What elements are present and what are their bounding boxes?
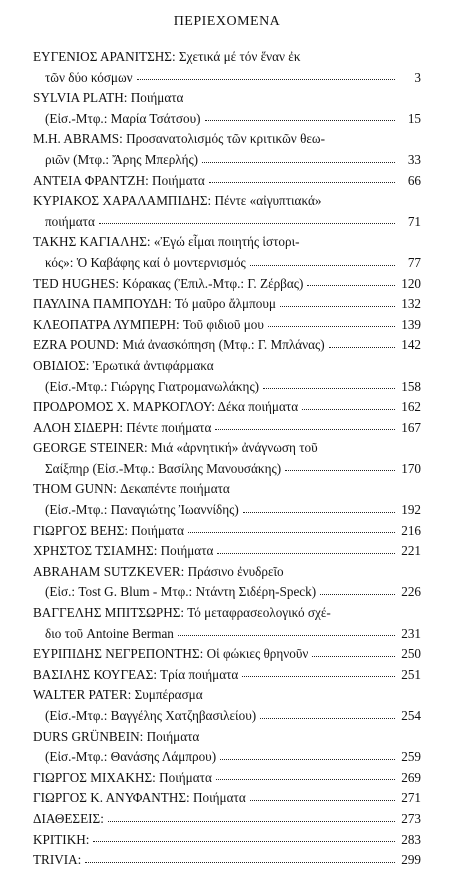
dot-leader: [202, 161, 395, 163]
toc-entry: [33, 685, 421, 726]
dot-leader: [250, 799, 395, 801]
toc-entry-line: [33, 603, 421, 624]
dot-leader: [302, 408, 395, 410]
page-number: 66: [407, 172, 421, 188]
dot-leader: [243, 511, 395, 513]
toc-entry-continuation: [33, 68, 421, 89]
toc-entry-text: TRIVIA:: [33, 852, 82, 868]
toc-entry-text: ΓΙΩΡΓΟΣ ΒΕΗΣ: Ποιήματα: [33, 522, 185, 538]
page-number: 254: [401, 708, 421, 723]
toc-entry-text: ΕΥΓΕΝΙΟΣ ΑΡΑΝΙΤΣΗΣ: Σχετικά μέ τόν ἕναν ἐκ: [33, 49, 301, 64]
toc-entry-text: ΚΛΕΟΠΑΤΡΑ ΛΥΜΠΕΡΗ: Τοῦ φιδιοῦ μου: [33, 316, 264, 332]
toc-entry: [33, 809, 421, 830]
toc-entry-line: [33, 727, 421, 748]
toc-entry-line: [33, 562, 421, 583]
page-number: 269: [401, 769, 421, 785]
toc-entry: [33, 232, 421, 273]
dot-leader: [205, 119, 395, 121]
dot-leader: [215, 428, 395, 430]
toc-entry-text: ΠΡΟΔΡΟΜΟΣ Χ. ΜΑΡΚΟΓΛΟΥ: Δέκα ποιήματα: [33, 399, 299, 415]
toc-entry-line: [33, 129, 421, 150]
dot-leader: [178, 634, 395, 636]
toc-entry-continuation: [33, 377, 421, 398]
dot-leader: [268, 325, 395, 327]
dot-leader: [209, 181, 395, 183]
page-number: 15: [407, 110, 421, 126]
dot-leader: [329, 346, 395, 348]
toc-entry-continuation: [33, 747, 421, 768]
toc-entry: [33, 830, 421, 851]
toc-entry-text: κός»: Ὁ Καβάφης καί ὁ μοντερνισμός: [45, 254, 246, 270]
dot-leader: [216, 778, 395, 780]
toc-entry-text: τῶν δύο κόσμων: [45, 69, 133, 85]
dot-leader: [93, 840, 395, 842]
toc-entry: [33, 335, 421, 356]
toc-entry: [33, 356, 421, 397]
page-number: 273: [401, 810, 421, 826]
page-number: 77: [407, 254, 421, 270]
toc-entry: [33, 603, 421, 644]
dot-leader: [307, 284, 395, 286]
toc-entry-text: ΠΑΥΛΙΝΑ ΠΑΜΠΟΥΔΗ: Τό μαῦρο ἄλμπουμ: [33, 296, 276, 312]
dot-leader: [260, 717, 395, 719]
toc-entry: [33, 665, 421, 686]
toc-entry-line: [33, 397, 421, 418]
toc-entry-text: (Εἰσ.-Μτφ.: Παναγιώτης Ἰωαννίδης): [45, 502, 239, 518]
page-number: 170: [401, 460, 421, 476]
toc-entry-line: [33, 665, 421, 686]
toc-entry-line: [33, 335, 421, 356]
page-number: 142: [401, 337, 421, 353]
toc-entry-line: [33, 830, 421, 851]
page-number: 132: [401, 296, 421, 312]
toc-entry-continuation: [33, 212, 421, 233]
toc-entry: [33, 479, 421, 520]
toc-entry-line: [33, 809, 421, 830]
toc-entry: [33, 47, 421, 88]
toc-entry-text: WALTER PATER: Συμπέρασμα: [33, 687, 203, 703]
toc-entry: [33, 274, 421, 295]
toc-entry: [33, 727, 421, 768]
toc-entry: [33, 294, 421, 315]
toc-entry-text: ABRAHAM SUTZKEVER: Πράσινο ἐνυδρεῖο: [33, 563, 284, 579]
toc-entry-line: [33, 850, 421, 871]
toc-entry-line: [33, 788, 421, 809]
dot-leader: [320, 593, 395, 595]
toc-entry-line: [33, 232, 421, 253]
toc-entry-text: M.H. ABRAMS: Προσανατολισμός τῶν κριτικῶν θεω-: [33, 131, 325, 147]
toc-entry: [33, 171, 421, 192]
page-number: 250: [401, 646, 421, 662]
toc-entry: [33, 438, 421, 479]
toc-entry: [33, 788, 421, 809]
page-number: 162: [401, 399, 421, 415]
page-title: ΠΕΡΙΕΧΟΜΕΝΑ: [173, 14, 281, 29]
toc-entry-text: ποιήματα: [45, 213, 95, 229]
page-number: 221: [401, 543, 421, 559]
toc-entry-line: [33, 644, 421, 665]
dot-leader: [220, 758, 395, 760]
dot-leader: [285, 469, 395, 471]
toc-entry: [33, 850, 421, 871]
dot-leader: [217, 552, 395, 554]
page-number: 139: [401, 316, 421, 332]
toc-entry-text: ΚΥΡΙΑΚΟΣ ΧΑΡΑΛΑΜΠΙΔΗΣ: Πέντε «αἰγυπτιακά»: [33, 193, 322, 209]
dot-leader: [250, 264, 395, 266]
toc-entry-text: (Εἰσ.: Tost G. Blum - Μτφ.: Ντάντη Σιδέρη-Speck): [45, 584, 317, 600]
toc-entry-line: [33, 294, 421, 315]
toc-entry-line: [33, 88, 421, 109]
toc-entry-text: ΒΑΓΓΕΛΗΣ ΜΠΙΤΣΩΡΗΣ: Τό μεταφρασεολογικό σχέ-: [33, 605, 331, 621]
toc-entry-text: ΑΝΤΕΙΑ ΦΡΑΝΤΖΗ: Ποιήματα: [33, 172, 205, 188]
toc-entry-line: [33, 768, 421, 789]
toc-entry: [33, 768, 421, 789]
toc-entry-text: ΔΙΑΘΕΣΕΙΣ:: [33, 810, 104, 826]
toc-entry-line: [33, 47, 421, 68]
toc-entry-line: [33, 356, 421, 377]
toc-entry-text: διο τοῦ Antoine Berman: [45, 625, 174, 641]
page-number: 167: [401, 419, 421, 435]
toc-entry-line: [33, 541, 421, 562]
toc-entry-text: ΑΛΟΗ ΣΙΔΕΡΗ: Πέντε ποιήματα: [33, 419, 212, 435]
page-number: 192: [401, 502, 421, 518]
page-number: 299: [401, 852, 421, 868]
toc-entry-text: (Εἰσ.-Μτφ.: Γιώργης Γιατρομανωλάκης): [45, 378, 260, 394]
toc-entry-continuation: [33, 109, 421, 130]
page-number: 283: [401, 831, 421, 847]
toc-entry-text: ΓΙΩΡΓΟΣ Κ. ΑΝΥΦΑΝΤΗΣ: Ποιήματα: [33, 790, 246, 806]
toc-entry: [33, 88, 421, 129]
page-number: 226: [401, 584, 421, 600]
toc-entry-continuation: [33, 582, 421, 603]
toc-entry: [33, 397, 421, 418]
page-number: 3: [414, 69, 421, 85]
toc-entry-text: ΓΙΩΡΓΟΣ ΜΙΧΑΚΗΣ: Ποιήματα: [33, 769, 212, 785]
dot-leader: [85, 861, 395, 863]
page-number: 71: [407, 213, 421, 229]
toc-entry-text: SYLVIA PLATH: Ποιήματα: [33, 90, 184, 106]
page-number: 231: [401, 625, 421, 641]
dot-leader: [280, 305, 395, 307]
toc-entry-line: [33, 171, 421, 192]
toc-entry-text: ΤΑΚΗΣ ΚΑΓΙΑΛΗΣ: «Ἐγώ εἶμαι ποιητής ἱστορι-: [33, 234, 300, 250]
toc-entry-continuation: [33, 150, 421, 171]
page-number: 120: [401, 275, 421, 291]
table-of-contents: [33, 47, 421, 871]
toc-entry: [33, 562, 421, 603]
toc-entry: [33, 129, 421, 170]
toc-entry-text: Σαίξπηρ (Εἰσ.-Μτφ.: Βασίλης Μανουσάκης): [45, 460, 282, 476]
page-number: 33: [407, 151, 421, 167]
toc-entry-text: TED HUGHES: Κόρακας (Ἐπιλ.-Μτφ.: Γ. Ζέρβας): [33, 275, 304, 291]
toc-entry: [33, 418, 421, 439]
toc-entry-text: ΚΡΙΤΙΚΗ:: [33, 831, 90, 847]
toc-entry-line: [33, 191, 421, 212]
toc-entry-text: ΕΥΡΙΠΙΔΗΣ ΝΕΓΡΕΠΟΝΤΗΣ: Οἱ φώκιες θρηνοῦν: [33, 646, 309, 662]
toc-entry-continuation: [33, 459, 421, 480]
dot-leader: [108, 820, 395, 822]
toc-entry-text: (Εἰσ.-Μτφ.: Βαγγέλης Χατζηβασιλείου): [45, 708, 257, 723]
toc-entry-line: [33, 418, 421, 439]
page-number: 251: [401, 666, 421, 682]
toc-entry-text: THOM GUNN: Δεκαπέντε ποιήματα: [33, 481, 230, 497]
toc-entry: [33, 644, 421, 665]
toc-entry-text: ΧΡΗΣΤΟΣ ΤΣΙΑΜΗΣ: Ποιήματα: [33, 543, 214, 559]
toc-entry: [33, 315, 421, 336]
toc-entry: [33, 191, 421, 232]
toc-entry-line: [33, 274, 421, 295]
toc-entry-text: ΒΑΣΙΛΗΣ ΚΟΥΓΕΑΣ: Τρία ποιήματα: [33, 666, 239, 682]
toc-entry-text: (Εἰσ.-Μτφ.: Θανάσης Λάμπρου): [45, 749, 217, 765]
toc-entry-continuation: [33, 253, 421, 274]
toc-entry-line: [33, 479, 421, 500]
dot-leader: [242, 675, 395, 677]
dot-leader: [188, 531, 395, 533]
toc-entry-continuation: [33, 624, 421, 645]
toc-entry-text: DURS GRÜNBEIN: Ποιήματα: [33, 728, 200, 744]
dot-leader: [137, 78, 395, 80]
toc-entry-text: ριῶν (Μτφ.: Ἄρης Μπερλής): [45, 151, 199, 167]
page-number: 158: [401, 378, 421, 394]
toc-entry-continuation: [33, 706, 421, 727]
toc-entry-continuation: [33, 500, 421, 521]
toc-entry-line: [33, 315, 421, 336]
dot-leader: [99, 222, 395, 224]
page-number: 216: [401, 522, 421, 538]
toc-entry-line: [33, 438, 421, 459]
page-number: 259: [401, 749, 421, 765]
dot-leader: [312, 655, 395, 657]
toc-entry-text: GEORGE STEINER: Μιά «ἀρνητική» ἀνάγνωση τοῦ: [33, 440, 318, 456]
toc-entry: [33, 521, 421, 542]
dot-leader: [263, 387, 395, 389]
toc-entry-line: [33, 685, 421, 706]
toc-entry: [33, 541, 421, 562]
toc-entry-text: (Εἰσ.-Μτφ.: Μαρία Τσάτσου): [45, 110, 201, 126]
toc-entry-text: ΟΒΙΔΙΟΣ: Ἐρωτικά ἀντιφάρμακα: [33, 357, 214, 373]
toc-entry-line: [33, 521, 421, 542]
page-number: 271: [401, 790, 421, 806]
toc-entry-text: EZRA POUND: Μιά ἀνασκόπηση (Μτφ.: Γ. Μπλάνας): [33, 337, 325, 353]
